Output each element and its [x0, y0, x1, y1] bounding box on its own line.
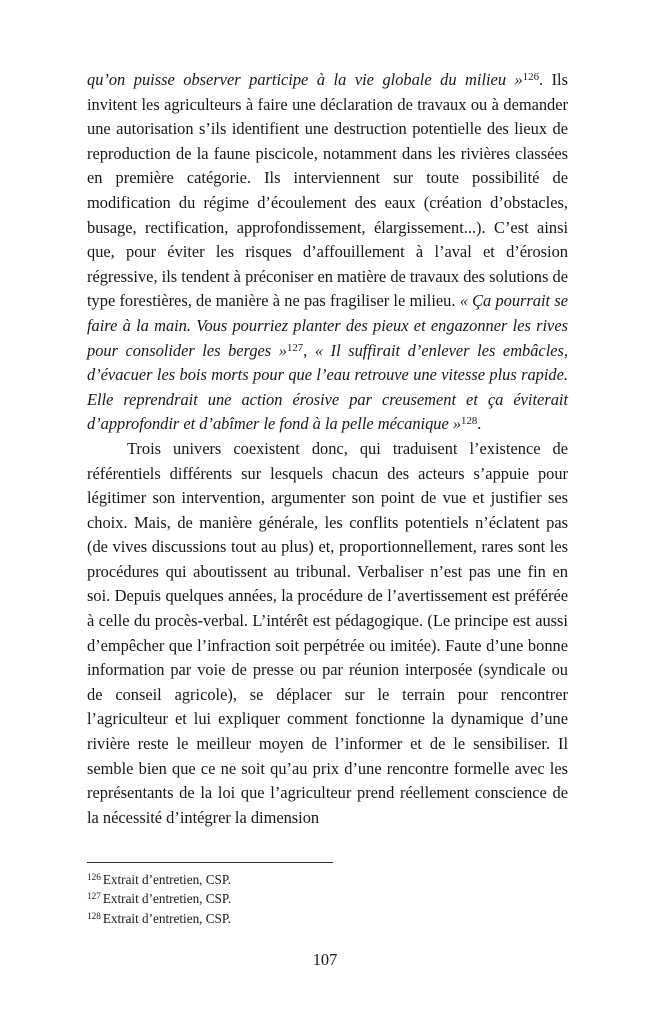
body-paragraph — [87, 437, 568, 831]
quoted-text: qu’on puisse observer participe à la vie globale du milieu » — [87, 70, 523, 89]
footnote-number: 126 — [87, 871, 101, 882]
footnote-text: Extrait d’entretien, CSP. — [102, 891, 232, 907]
body-text-run: . Ils invitent les agriculteurs à faire une déclaration de travaux ou à demander une autorisation s’ils identifient une destruction potentielle des lieux de reproduction de la faune piscicole, notamment dans les rivières classées en première catégorie. Ils interviennent sur toute possibilité de modification du régime d’écoulement des eaux (création d’obstacles, busage, rectification, approfondissement, élargissement...). C’est ainsi que, pour éviter les risques d’affouillement à l’aval et d’érosion régressive, ils tendent à préconiser en matière de travaux des solutions de type forestières, de manière à ne pas fragiliser le milieu. — [87, 70, 568, 311]
footnote-number: 128 — [87, 910, 101, 921]
body-paragraph — [87, 68, 568, 437]
footnote-marker: 127 — [286, 341, 304, 354]
footnote-list — [87, 870, 568, 928]
footnote-marker: 128 — [461, 415, 478, 428]
page-number: 107 — [312, 950, 338, 969]
quoted-text: , « Il suffirait d’enlever les embâcles, d’évacuer les bois morts pour que l’eau retrouve une vitesse plus rapide. Elle reprendrait une action érosive par creusement et ça éviterait d’approfondir et d’abîmer le fond à la pelle mécanique » — [87, 340, 569, 434]
footnote-text: Extrait d’entretien, CSP. — [102, 872, 232, 887]
footnote-marker: 126 — [522, 71, 539, 84]
footnote-text: Extrait d’entretien, CSP. — [102, 910, 232, 926]
body-text-block — [87, 68, 568, 830]
footnote-item — [87, 889, 568, 908]
footnote-separator-rule — [87, 862, 333, 863]
footnote-number: 127 — [87, 891, 101, 902]
body-text-run: Trois univers coexistent donc, qui traduisent l’existence de référentiels différents sur lesquels chacun des acteurs s’appuie pour légitimer son intervention, argumenter son point de vue et justifier ses choix. Mais, de manière générale, les conflits potentiels n’éclatent pas (de vives discussions tout au plus) et, proportionnellement, rares sont les procédures qui aboutissent au tribunal. Verbaliser n’est pas une fin en soi. Depuis quelques années, la procédure de l’avertissement est préférée à celle du procès-verbal. L’intérêt est pédagogique. (Le principe est aussi d’empêcher que l’infraction soit perpétrée ou imitée). Faute d’une bonne information par voie de presse ou par réunion interposée (syndicale ou de conseil agricole), se déplacer sur le terrain pour rencontrer l’agriculteur et lui expliquer comment fonctionne la dynamique d’une rivière reste le meilleur moyen de l’informer et de le sensibiliser. Il semble bien que ce ne soit qu’au prix d’une rencontre formelle avec les représentants de la loi que l’agriculteur prend réellement conscience de la nécessité d’intégrer la dimension — [87, 438, 568, 827]
quoted-text: « Ça pourrait se faire à la main. Vous pourriez planter des pieux et engazonner les rives pour consolider les berges » — [87, 291, 568, 360]
body-text-run: . — [477, 414, 482, 434]
footnote-item — [87, 909, 568, 928]
footnote-section — [87, 862, 568, 928]
footnote-item — [87, 870, 568, 889]
